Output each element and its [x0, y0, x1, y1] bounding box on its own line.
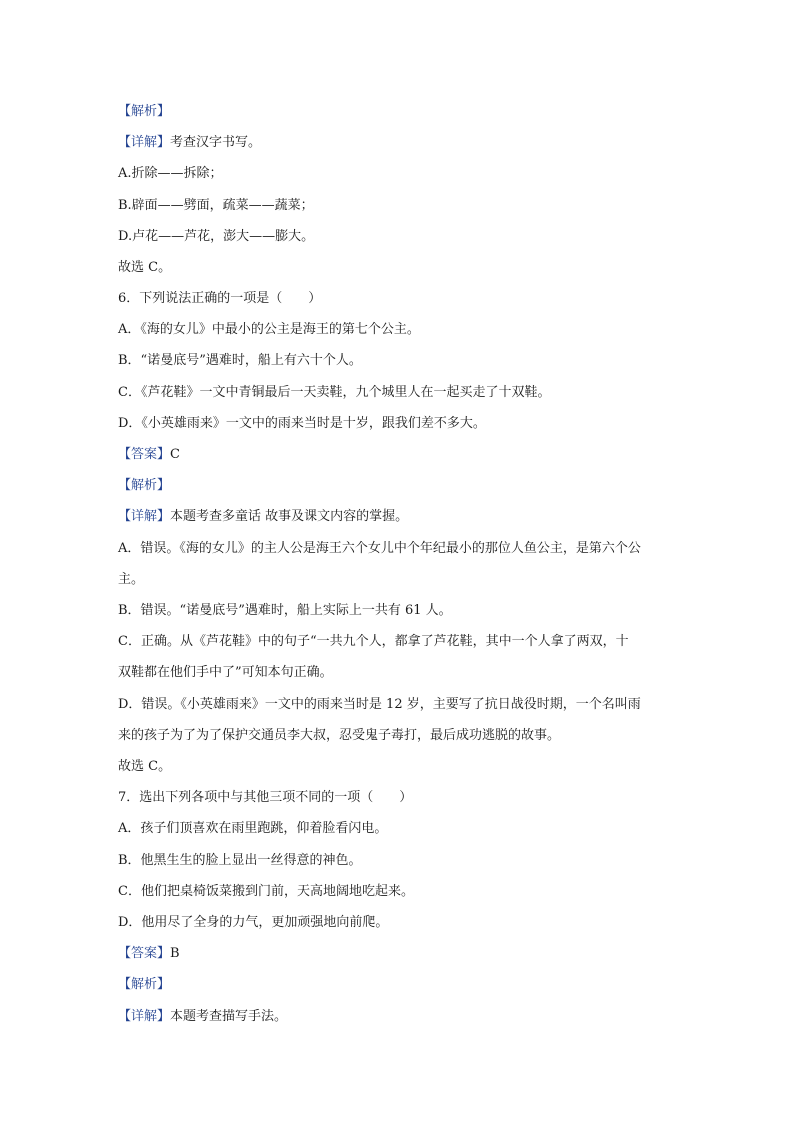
line-text: 主。: [118, 572, 145, 587]
line-text: B．“诺曼底号”遇难时，船上有六十个人。: [118, 353, 362, 368]
doc-line-2: [118, 135, 678, 151]
doc-line-21: [118, 728, 678, 744]
doc-line-18: [118, 634, 678, 650]
doc-line-30: [118, 1009, 678, 1025]
doc-line-24: [118, 821, 678, 837]
line-text: 双鞋都在他们手中了”可知本句正确。: [118, 665, 333, 680]
line-text: C．他们把桌椅饭菜搬到门前，天高地阔地吃起来。: [118, 884, 414, 899]
doc-line-7: [118, 291, 678, 307]
line-text: B．错误。“诺曼底号”遇难时，船上实际上一共有 61 人。: [118, 603, 452, 618]
line-text: B．他黑生生的脸上显出一丝得意的神色。: [118, 853, 362, 868]
doc-line-13: [118, 478, 678, 494]
doc-line-26: [118, 884, 678, 900]
doc-line-4: [118, 198, 678, 214]
doc-line-29: [118, 977, 678, 993]
section-tag: 【解析】: [118, 104, 171, 119]
doc-line-10: [118, 385, 678, 401]
line-text: 本题考查描写手法。: [170, 1009, 288, 1024]
line-text: 6．下列说法正确的一项是（ ）: [118, 291, 322, 306]
doc-line-3: [118, 166, 678, 182]
section-tag: 【详解】: [118, 1009, 171, 1024]
line-text: 7．选出下列各项中与其他三项不同的一项（ ）: [118, 790, 413, 805]
doc-line-1: [118, 104, 678, 120]
line-text: B: [170, 946, 180, 961]
doc-line-15: [118, 541, 678, 557]
doc-line-25: [118, 853, 678, 869]
line-text: C．正确。从《芦花鞋》中的句子“一共九个人，都拿了芦花鞋，其中一个人拿了两双，十: [118, 634, 629, 649]
line-text: 考查汉字书写。: [170, 135, 262, 150]
section-tag: 【答案】: [118, 946, 171, 961]
doc-line-14: [118, 509, 678, 525]
line-text: D.卢花——芦花，澎大——膨大。: [118, 229, 315, 244]
section-tag: 【答案】: [118, 447, 171, 462]
line-text: C: [170, 447, 180, 462]
doc-line-8: [118, 322, 678, 338]
line-text: A．错误。《海的女儿》的主人公是海王六个女儿中个年纪最小的那位人鱼公主，是第六个公: [118, 541, 641, 556]
line-text: 本题考查多童话 故事及课文内容的掌握。: [170, 509, 409, 524]
section-tag: 【解析】: [118, 478, 171, 493]
line-text: A．《海的女儿》中最小的公主是海王的第七个公主。: [118, 322, 420, 337]
doc-line-23: [118, 790, 678, 806]
line-text: C．《芦花鞋》一文中青铜最后一天卖鞋，九个城里人在一起买走了十双鞋。: [118, 385, 551, 400]
line-text: D．错误。《小英雄雨来》一文中的雨来当时是 12 岁，主要写了抗日战役时期，一个名叫雨: [118, 697, 641, 712]
doc-line-28: [118, 946, 678, 962]
doc-line-17: [118, 603, 678, 619]
doc-line-6: [118, 260, 678, 276]
line-text: 故选 C。: [118, 759, 172, 774]
line-text: 故选 C。: [118, 260, 172, 275]
line-text: D．《小英雄雨来》一文中的雨来当时是十岁，跟我们差不多大。: [118, 416, 486, 431]
doc-line-12: [118, 447, 678, 463]
doc-line-5: [118, 229, 678, 245]
doc-line-19: [118, 665, 678, 681]
section-tag: 【解析】: [118, 977, 171, 992]
line-text: A.折除——拆除；: [118, 166, 223, 181]
doc-line-27: [118, 915, 678, 931]
doc-line-20: [118, 697, 678, 713]
line-text: B.辟面——劈面，疏菜——蔬菜；: [118, 198, 314, 213]
line-text: A．孩子们顶喜欢在雨里跑跳，仰着脸看闪电。: [118, 821, 388, 836]
line-text: D．他用尽了全身的力气，更加顽强地向前爬。: [118, 915, 389, 930]
doc-line-11: [118, 416, 678, 432]
doc-line-22: [118, 759, 678, 775]
doc-line-9: [118, 353, 678, 369]
section-tag: 【详解】: [118, 509, 171, 524]
doc-line-16: [118, 572, 678, 588]
line-text: 来的孩子为了为了保护交通员李大叔，忍受鬼子毒打，最后成功逃脱的故事。: [118, 728, 561, 743]
section-tag: 【详解】: [118, 135, 171, 150]
